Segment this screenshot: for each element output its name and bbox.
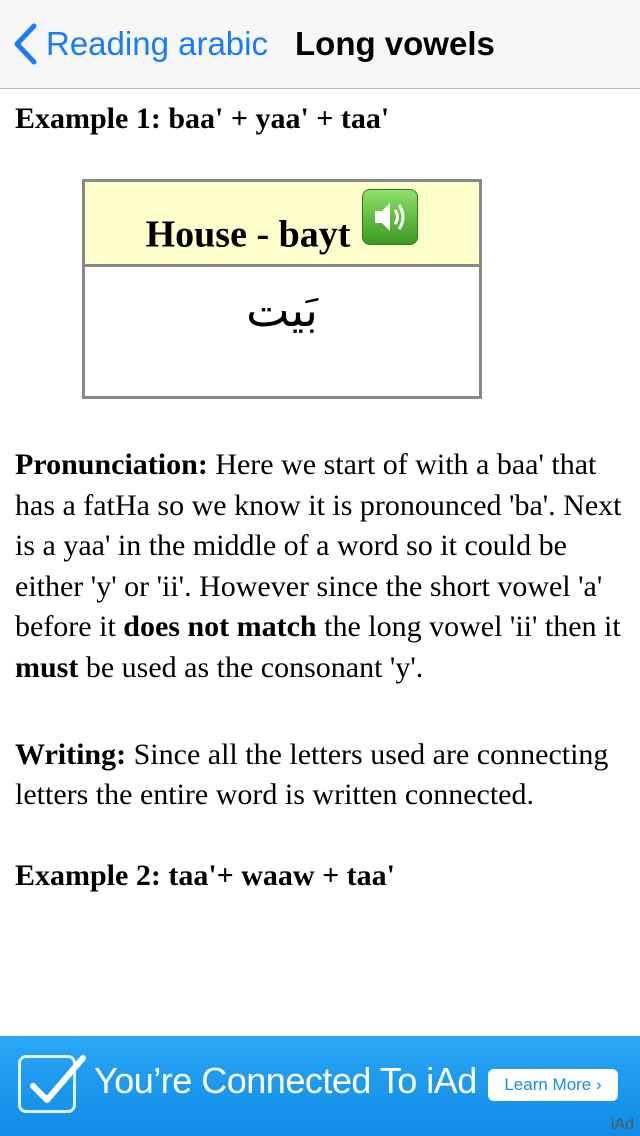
word-card-header	[84, 181, 481, 266]
iad-badge: iAd	[610, 1116, 634, 1133]
writing-paragraph	[15, 735, 625, 816]
word-arabic: بَيت	[84, 266, 481, 398]
back-button[interactable]	[12, 20, 268, 68]
pronunciation-text-2: the long vowel 'ii' then it	[316, 610, 621, 644]
writing-text: Since all the letters used are connecting letters the entire word is written connected.	[15, 737, 609, 812]
writing-label: Writing:	[15, 737, 127, 771]
example2-heading: Example 2: taa'+ waaw + taa'	[15, 858, 395, 892]
pronunciation-bold-2: must	[15, 650, 79, 684]
chevron-left-icon	[12, 23, 38, 65]
page-title: Long vowels	[295, 25, 495, 62]
checkbox-icon	[18, 1055, 76, 1113]
ad-banner[interactable]	[0, 1036, 640, 1136]
back-button-label: Reading arabic	[46, 25, 268, 62]
example1-heading: Example 1: baa' + yaa' + taa'	[15, 102, 390, 135]
ad-text: You’re Connected To iAd	[94, 1060, 477, 1101]
navigation-bar	[0, 0, 640, 89]
pronunciation-label: Pronunciation:	[15, 448, 208, 481]
word-english: House - bayt	[145, 213, 351, 256]
learn-more-button[interactable]: Learn More ›	[488, 1069, 618, 1101]
pronunciation-bold-1: does not match	[123, 610, 317, 644]
pronunciation-text-1: Here we start of with a baa' that has a fatHa so we know it is pronounced 'ba'. Next is a yaa' in the middle of a word so it could be either 'y' or 'ii'. However since the short vowel 'a' before it	[15, 448, 622, 644]
pronunciation-paragraph	[15, 445, 625, 689]
lesson-content	[15, 95, 625, 896]
word-card	[82, 179, 482, 399]
pronunciation-text-3: be used as the consonant 'y'.	[78, 650, 424, 684]
speaker-icon[interactable]	[362, 189, 418, 245]
